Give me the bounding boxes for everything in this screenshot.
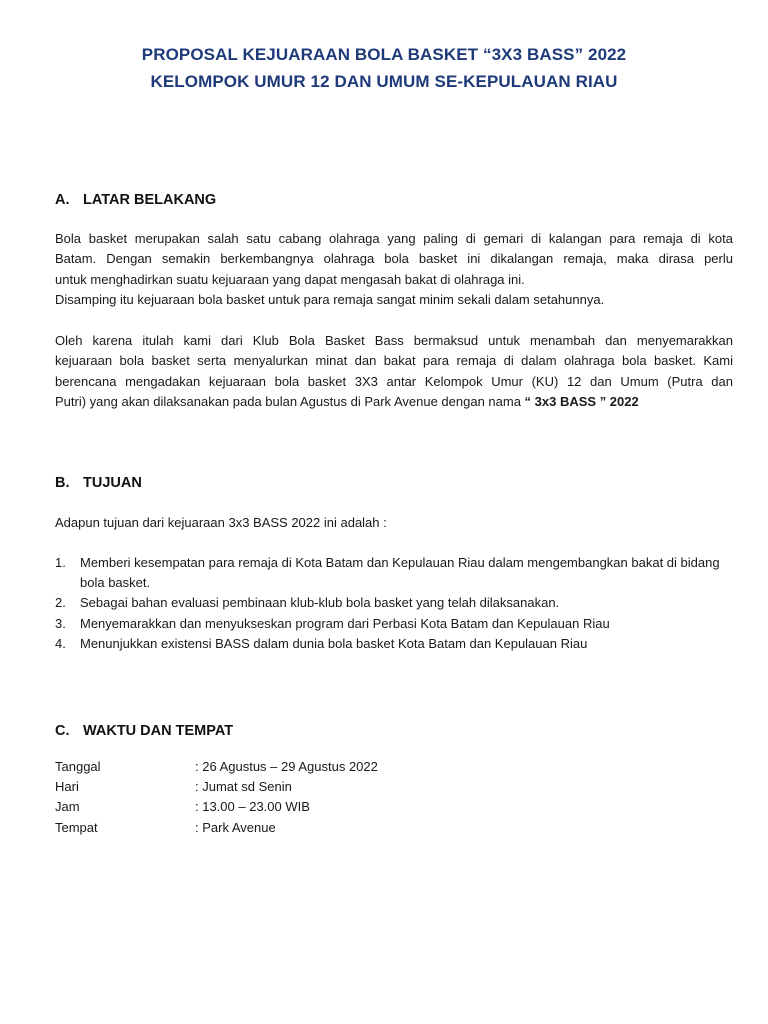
list-item <box>55 553 745 593</box>
section-c-title: WAKTU DAN TEMPAT <box>83 723 234 739</box>
schedule-row <box>55 757 378 777</box>
list-item <box>55 593 745 613</box>
list-item <box>55 614 745 634</box>
section-b-title: TUJUAN <box>83 475 142 491</box>
schedule-value: : Park Avenue <box>195 819 276 835</box>
list-item-number: 4. <box>55 635 66 651</box>
list-item-text: Menunjukkan existensi BASS dalam dunia bola basket Kota Batam dan Kepulauan Riau <box>80 635 588 651</box>
paragraph-line: kejuaraan bola basket serta menyalurkan minat dan bakat para remaja di dalam olahraga bola basket. Kami <box>55 353 733 369</box>
schedule-value: : Jumat sd Senin <box>195 779 292 795</box>
paragraph-line: Batam. Dengan semakin berkembangnya olahraga bola basket ini dikalangan remaja, maka dirasa perlu <box>55 251 733 267</box>
schedule-table <box>55 757 378 838</box>
list-item-number: 1. <box>55 555 66 570</box>
schedule-key: Jam <box>55 799 80 815</box>
document-title-line-1: PROPOSAL KEJUARAAN BOLA BASKET “3X3 BASS” 2022 <box>141 45 627 64</box>
paragraph-line: berencana mengadakan kejuaraan bola basket 3X3 antar Kelompok Umur (KU) 12 dan Umum (Putra dan <box>55 373 733 389</box>
schedule-key: Tempat <box>55 819 98 835</box>
document-title-line-2: KELOMPOK UMUR 12 DAN UMUM SE-KEPULAUAN RIAU <box>150 72 618 91</box>
schedule-row <box>55 797 378 817</box>
section-c-heading <box>55 722 233 740</box>
event-name-bold: “ 3x3 BASS ” 2022 <box>524 394 639 410</box>
list-item-text: Menyemarakkan dan menyukseskan program dari Perbasi Kota Batam dan Kepulauan Riau <box>80 615 610 631</box>
schedule-key: Tanggal <box>55 759 101 774</box>
section-a-paragraph-1 <box>55 229 733 311</box>
list-item-number: 2. <box>55 595 66 611</box>
section-a-heading <box>55 191 216 209</box>
paragraph-line: Bola basket merupakan salah satu cabang olahraga yang paling di gemari di kalangan para remaja di kota <box>55 231 733 246</box>
section-c-letter: C. <box>55 723 70 739</box>
list-item-text: Memberi kesempatan para remaja di Kota Batam dan Kepulauan Riau dalam mengembangkan bakat di bidang bola basket. <box>80 555 720 591</box>
schedule-key: Hari <box>55 779 79 795</box>
section-b-intro: Adapun tujuan dari kejuaraan 3x3 BASS 2022 ini adalah : <box>55 515 387 530</box>
paragraph-line: untuk menghadirkan suatu kejuaraan yang dapat mengasah bakat di olahraga ini. <box>55 271 525 287</box>
paragraph-line: Disamping itu kejuaraan bola basket untuk para remaja sangat minim sekali dalam setahunnya. <box>55 292 605 308</box>
section-a-title: LATAR BELAKANG <box>83 192 217 208</box>
section-b-letter: B. <box>55 475 70 491</box>
objectives-list <box>55 553 745 654</box>
schedule-row <box>55 777 378 797</box>
list-item-number: 3. <box>55 615 66 631</box>
section-a-paragraph-2 <box>55 331 733 413</box>
schedule-value: : 26 Agustus – 29 Agustus 2022 <box>195 759 378 774</box>
schedule-value: : 13.00 – 23.00 WIB <box>195 799 310 815</box>
paragraph-line <box>55 392 733 412</box>
paragraph-line: Oleh karena itulah kami dari Klub Bola Basket Bass bermaksud untuk menambah dan menyemarakkan <box>55 333 733 348</box>
section-a-letter: A. <box>55 192 70 208</box>
list-item <box>55 634 745 654</box>
list-item-text: Sebagai bahan evaluasi pembinaan klub-klub bola basket yang telah dilaksanakan. <box>80 595 560 611</box>
section-b-heading <box>55 474 142 492</box>
paragraph-text: Putri) yang akan dilaksanakan pada bulan Agustus di Park Avenue dengan nama <box>55 394 525 410</box>
schedule-row <box>55 818 378 838</box>
